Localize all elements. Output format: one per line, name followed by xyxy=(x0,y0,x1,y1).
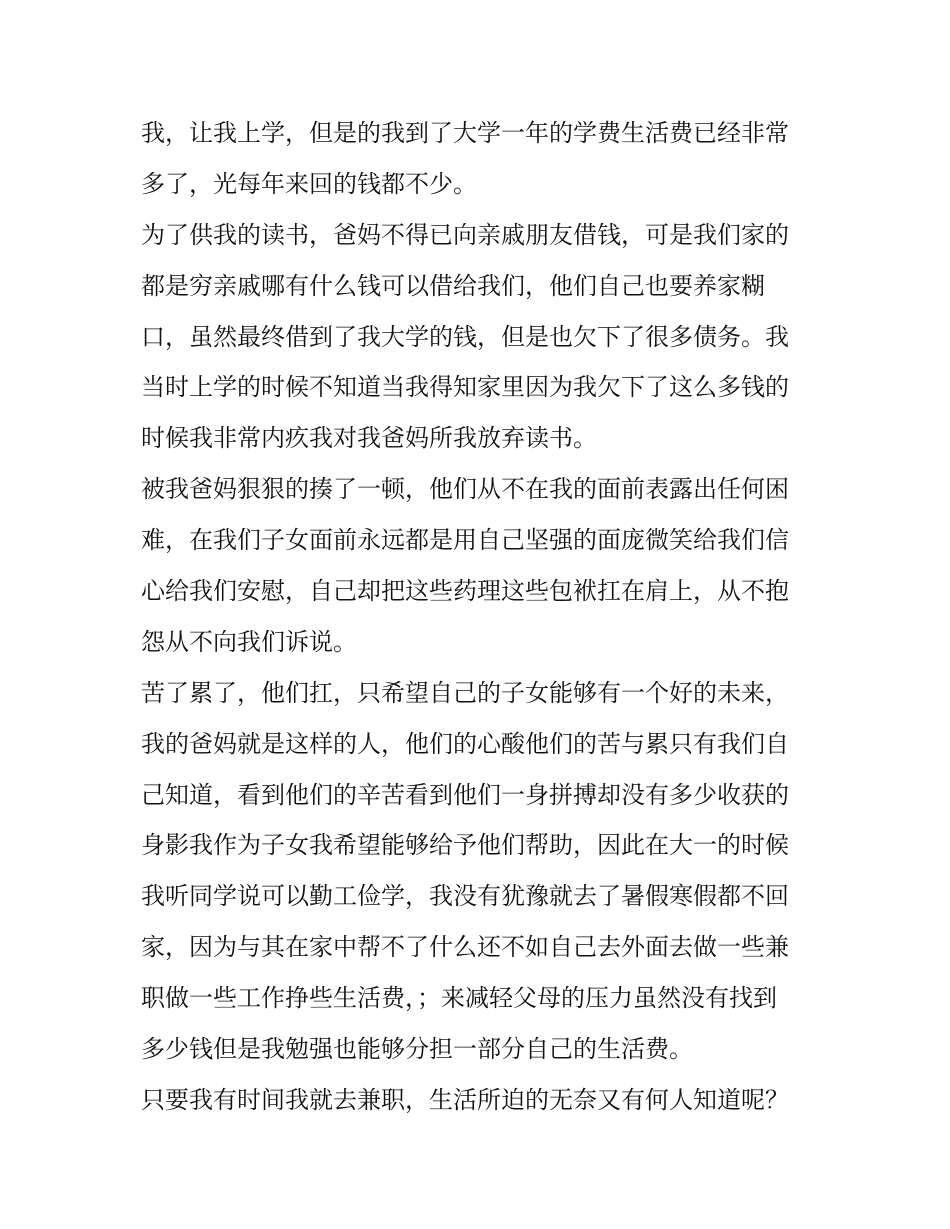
text-line-7: 时候我非常内疚我对我爸妈所我放弃读书。 xyxy=(141,424,597,453)
text-line-4: 都是穷亲戚哪有什么钱可以借给我们，他们自己也要养家糊 xyxy=(141,271,765,300)
text-line-10: 心给我们安慰，自己却把这些药理这些包袱扛在肩上，从不抱 xyxy=(141,577,789,606)
text-line-5: 口，虽然最终借到了我大学的钱，但是也欠下了很多债务。我 xyxy=(141,322,789,351)
text-line-20: 只要我有时间我就去兼职，生活所迫的无奈又有何人知道呢？ xyxy=(141,1085,789,1114)
text-line-12: 苦了累了，他们扛，只希望自己的子女能够有一个好的未来， xyxy=(141,678,789,707)
text-line-1: 我，让我上学，但是的我到了大学一年的学费生活费已经非常 xyxy=(141,119,789,147)
text-line-9: 难，在我们子女面前永远都是用自己坚强的面庞微笑给我们信 xyxy=(141,526,789,555)
text-line-15: 身影我作为子女我希望能够给予他们帮助，因此在大一的时候 xyxy=(141,831,789,860)
text-line-3: 为了供我的读书，爸妈不得已向亲戚朋友借钱，可是我们家的 xyxy=(141,220,789,249)
text-line-16: 我听同学说可以勤工俭学，我没有犹豫就去了暑假寒假都不回 xyxy=(141,882,789,911)
text-line-2: 多了，光每年来回的钱都不少。 xyxy=(141,169,477,198)
text-line-17: 家，因为与其在家中帮不了什么还不如自己去外面去做一些兼 xyxy=(141,933,789,962)
body-text xyxy=(141,108,813,1126)
text-line-18: 职做一些工作挣些生活费，；来减轻父母的压力虽然没有找到 xyxy=(141,984,777,1013)
text-line-8: 被我爸妈狠狠的揍了一顿，他们从不在我的面前表露出任何困 xyxy=(141,475,789,504)
text-line-6: 当时上学的时候不知道当我得知家里因为我欠下了这么多钱的 xyxy=(141,373,789,402)
text-line-13: 我的爸妈就是这样的人，他们的心酸他们的苦与累只有我们自 xyxy=(141,729,789,758)
text-line-14: 己知道，看到他们的辛苦看到他们一身拼搏却没有多少收获的 xyxy=(141,780,789,809)
text-line-19: 多少钱但是我勉强也能够分担一部分自己的生活费。 xyxy=(141,1035,693,1064)
text-line-11: 怨从不向我们诉说。 xyxy=(141,627,357,656)
